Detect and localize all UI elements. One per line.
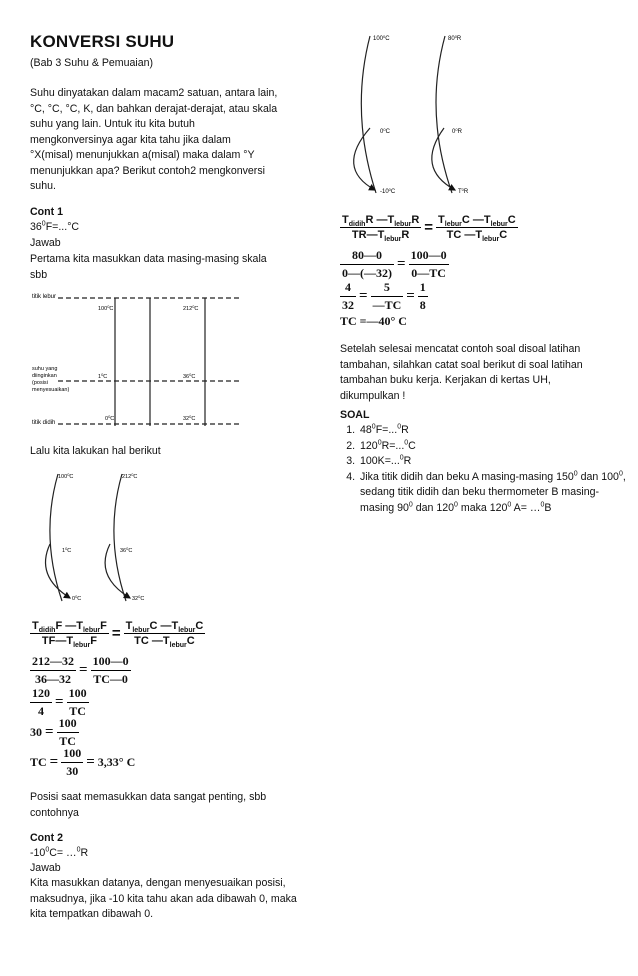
- svg-text:diinginkan: diinginkan: [32, 373, 57, 379]
- svg-text:T0R: $T^0R$: [458, 187, 469, 195]
- cont1-question: $36^0F=...^\circ C$: [30, 220, 80, 233]
- tick-212c: $212^0C$: [183, 304, 199, 312]
- tick-1c: $1^0C$: [98, 372, 108, 380]
- cont2-formula-line4: TC =—40° C: [340, 314, 407, 328]
- svg-text:1000C: $100^0C$: [373, 34, 390, 42]
- tick-36c: $36^0C$: [183, 372, 196, 380]
- cont1-formula-line4: 30 = $\frac{100}{TC}$: [30, 716, 77, 748]
- svg-text:10C: $1^0C$: [62, 546, 72, 554]
- cont1-step: Pertama kita masukkan data masing-masing skala sbb: [30, 253, 267, 281]
- intro-paragraph: Suhu dinyatakan dalam macam2 satuan, antara lain, °C, °C, °C, K, dan bahkan derajat-derajat, atau skala suhu yang lain. Untuk itu kita butuh mengkonversinya agar kita tahu jika dalam °X(misal) menunjukkan a(misal) maka dalam °Y menunjukkan apa? Berikut contoh2 mengkonversi suhu.: [30, 87, 278, 192]
- right-arc: [114, 474, 126, 601]
- cont2-diagram: [340, 28, 500, 203]
- soal-list: [340, 423, 630, 516]
- setelah-text: Setelah selesai mencatat contoh soal disoal latihan tambahan, silahkan catat soal berikut di soal latihan tambahan buku kerja. Kerjakan di kertas UH, dikumpulkan !: [340, 343, 583, 402]
- soal-heading: SOAL: [340, 409, 370, 421]
- posisi-text: Posisi saat memasukkan data sangat penting, sbb contohnya: [30, 791, 267, 819]
- svg-text:1000C: $100^0C$: [58, 472, 74, 480]
- svg-text:00C: $0^0C$: [380, 127, 390, 135]
- soal-item-2: 2. $120^0R=...^0C$: [358, 439, 630, 455]
- cont2-question: $-10^0C=$ …$^0$R: [30, 846, 89, 859]
- scale-diagram-2: [30, 466, 230, 611]
- label-titik-lebur: titik lebur: [32, 294, 57, 300]
- cont2-explain: Kita masukkan datanya, dengan menyesuaikan posisi, maksudnya, jika -10 kita tahu akan ada dibawah 0, maka kita tempatkan dibawah 0.: [30, 877, 297, 920]
- cont1-formula-line3: $\frac{120}{4}$ = $\frac{100}{TC}$: [32, 686, 87, 718]
- scale-diagram-1: [30, 288, 280, 433]
- tick-0c: $0^0C$: [105, 414, 115, 422]
- cont1-formula-line2: $\frac{212—32}{36—32}$ = $\frac{100—0}{TC—0}$: [32, 654, 129, 686]
- cont2-formula-line3: $\frac{4}{32}$ = $\frac{5}{—TC}$ = $\frac{1}{8}$: [342, 280, 426, 312]
- svg-text:00C: $0^0C$: [72, 594, 82, 602]
- soal-item-4: 4. Jika titik didih dan beku A masing-masing $150^0$ dan $100^0$, sedang titik didih dan beku thermometer B masing-masing $90^0$ dan $120^0$ maka $120^0$ A= …$^0$B: [358, 470, 630, 517]
- lalu-text: Lalu kita lakukan hal berikut: [30, 445, 161, 457]
- subtitle: (Bab 3 Suhu & Pemuaian): [30, 57, 154, 69]
- svg-text:-100C: $-10^0C$: [380, 187, 396, 195]
- svg-text:titik didih: titik didih: [32, 420, 56, 426]
- cont1-jawab: Jawab: [30, 237, 61, 249]
- soal-item-1: 1. $48^0F=...^0R$: [358, 423, 630, 439]
- cont1-formula-line5: TC = $\frac{100}{30}$ = 3,33° C: [30, 746, 136, 778]
- svg-text:00R: $0^0R$: [452, 127, 462, 135]
- svg-text:320C: $32^0C$: [132, 594, 145, 602]
- cont1-formula-line1: $\frac{T_{didih}F —T_{lebur}F}{TF—T_{lebur}F}$ = $\frac{T_{lebur}C —T_{lebur}C}{TC —T_{lebur}C}$: [32, 620, 204, 650]
- cont2-heading: Cont 2: [30, 832, 63, 844]
- cont2-formula-line1: $\frac{T_{didih}R —T_{lebur}R}{TR—T_{lebur}R}$ = $\frac{T_{lebur}C —T_{lebur}C}{TC —T_{lebur}C}$: [342, 214, 516, 244]
- svg-text:2120C: $212^0C$: [122, 472, 138, 480]
- svg-text:800R: $80^0R$: [448, 34, 462, 42]
- soal-item-3: 3. 100K=...$^0$R: [358, 454, 630, 470]
- tick-32c: $32^0C$: [183, 414, 196, 422]
- svg-text:suhu yang: suhu yang: [32, 366, 58, 372]
- svg-text:(posisi: (posisi: [32, 380, 48, 386]
- svg-text:360C: $36^0C$: [120, 546, 133, 554]
- svg-text:menyesuaikan): menyesuaikan): [32, 387, 70, 393]
- page-title: KONVERSI SUHU: [30, 32, 175, 51]
- cont1-heading: Cont 1: [30, 206, 63, 218]
- tick-100c: $100^0C$: [98, 304, 114, 312]
- cont2-jawab: Jawab: [30, 862, 61, 874]
- cont2-formula-line2: $\frac{80—0}{0—(—32)}$ = $\frac{100—0}{0—TC}$: [342, 248, 447, 280]
